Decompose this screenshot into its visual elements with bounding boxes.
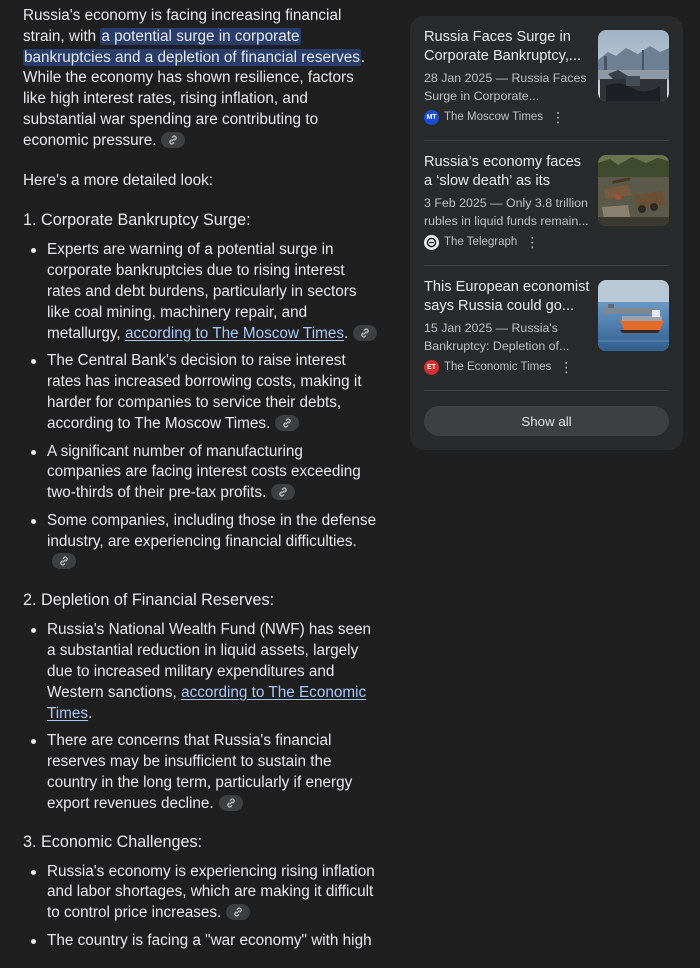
- link-icon[interactable]: [275, 415, 299, 431]
- divider: [424, 390, 669, 391]
- source-card-snippet: 28 Jan 2025 — Russia Faces Surge in Corporate...: [424, 71, 587, 103]
- list-item: [23, 931, 379, 952]
- bullet-text: Experts are warning of a potential surge in corporate bankruptcies due to rising interest rates and debt burdens, particularly in sectors like coal mining, machinery repair, and metallurgy,: [47, 241, 357, 342]
- list-item: [23, 511, 379, 573]
- section-heading-corporate-bankruptcy: 1. Corporate Bankruptcy Surge:: [23, 211, 251, 230]
- section-heading-financial-reserves: 2. Depletion of Financial Reserves:: [23, 591, 275, 610]
- link-icon[interactable]: [52, 553, 76, 569]
- bullet-text: Russia's National Wealth Fund (NWF) has seen a substantial reduction in liquid assets, largely due to increased military expenditures and Western sanctions,: [47, 621, 371, 701]
- bullet-list: [23, 240, 379, 573]
- link-icon[interactable]: [161, 132, 185, 148]
- source-card-source: [424, 234, 539, 250]
- link-icon[interactable]: [353, 325, 377, 341]
- sources-panel: [410, 16, 683, 450]
- more-options-icon[interactable]: ⋮: [525, 234, 540, 250]
- bullet-text-after: .: [344, 324, 349, 342]
- source-link-economic-times[interactable]: according to The Economic Times: [47, 683, 367, 722]
- bullet-text: The country is facing a "war economy" with high: [47, 931, 372, 949]
- source-link-moscow-times[interactable]: according to The Moscow Times: [124, 324, 345, 342]
- bullet-text: The Central Bank's decision to raise interest rates has increased borrowing costs, making it harder for companies to service their debts, according to The Moscow Times.: [47, 352, 362, 432]
- source-card-economic-times[interactable]: [424, 266, 669, 376]
- link-icon[interactable]: [271, 484, 295, 500]
- tanker-ship-thumbnail: [598, 280, 669, 351]
- list-item: [23, 862, 379, 924]
- source-card-snippet: 15 Jan 2025 — Russia's Bankruptcy: Depletion of...: [424, 321, 570, 353]
- telegraph-favicon-icon: [424, 235, 439, 250]
- source-card-title[interactable]: This European economist says Russia could go...: [424, 279, 590, 314]
- list-item: [23, 351, 379, 434]
- source-card-source: [424, 109, 565, 125]
- source-card-moscow-times[interactable]: [424, 16, 669, 126]
- source-name: The Telegraph: [444, 236, 518, 248]
- bullet-list: [23, 620, 379, 814]
- economic-times-favicon-icon: ET: [424, 360, 439, 375]
- more-options-icon[interactable]: ⋮: [551, 109, 566, 125]
- source-name: The Economic Times: [444, 361, 552, 373]
- more-options-icon[interactable]: ⋮: [559, 359, 574, 375]
- list-item: [23, 620, 379, 724]
- list-item: [23, 442, 379, 504]
- list-item: [23, 240, 379, 344]
- bullet-list: [23, 862, 379, 952]
- source-name: The Moscow Times: [444, 111, 544, 123]
- list-item: [23, 731, 379, 814]
- lead-text: Here's a more detailed look:: [23, 171, 213, 189]
- show-all-button[interactable]: Show all: [424, 406, 669, 436]
- bullet-text: A significant number of manufacturing companies are facing interest costs exceeding two-thirds of their pre-tax profits.: [47, 442, 361, 502]
- bullet-text: Russia's economy is experiencing rising inflation and labor shortages, which are making it difficult to control price increases.: [47, 862, 375, 922]
- source-card-source: [424, 359, 573, 375]
- bullet-text: There are concerns that Russia's financial reserves may be insufficient to sustain the country in the long term, particularly if energy export revenues decline.: [47, 732, 353, 812]
- source-card-title[interactable]: Russia Faces Surge in Corporate Bankruptcy,...: [424, 29, 582, 64]
- source-card-title[interactable]: Russia’s economy faces a ‘slow death’ as its: [424, 154, 582, 189]
- link-icon[interactable]: [219, 795, 243, 811]
- source-card-snippet: 3 Feb 2025 — Only 3.8 trillion rubles in liquid funds remain...: [424, 196, 589, 228]
- intro-text-after: . While the economy has shown resilience, factors like high interest rates, rising inflation, and substantial war spending are contributing to economic pressure.: [23, 48, 366, 149]
- intro-text-before: Russia's economy is facing increasing financial strain, with: [23, 7, 342, 45]
- section-heading-economic-challenges: 3. Economic Challenges:: [23, 832, 203, 851]
- destroyed-tanks-thumbnail: [598, 155, 669, 226]
- source-card-telegraph[interactable]: [424, 141, 669, 251]
- ai-answer: [23, 6, 379, 968]
- industrial-riverbank-thumbnail: [598, 30, 669, 101]
- link-icon[interactable]: [226, 904, 250, 920]
- intro-highlight[interactable]: a potential surge in corporate bankruptcies and a depletion of financial reserves: [24, 27, 360, 66]
- intro-paragraph: [23, 6, 379, 152]
- moscow-times-favicon-icon: MT: [424, 110, 439, 125]
- bullet-text-after: .: [88, 704, 93, 722]
- bullet-text: Some companies, including those in the defense industry, are experiencing financial difficulties.: [47, 511, 377, 550]
